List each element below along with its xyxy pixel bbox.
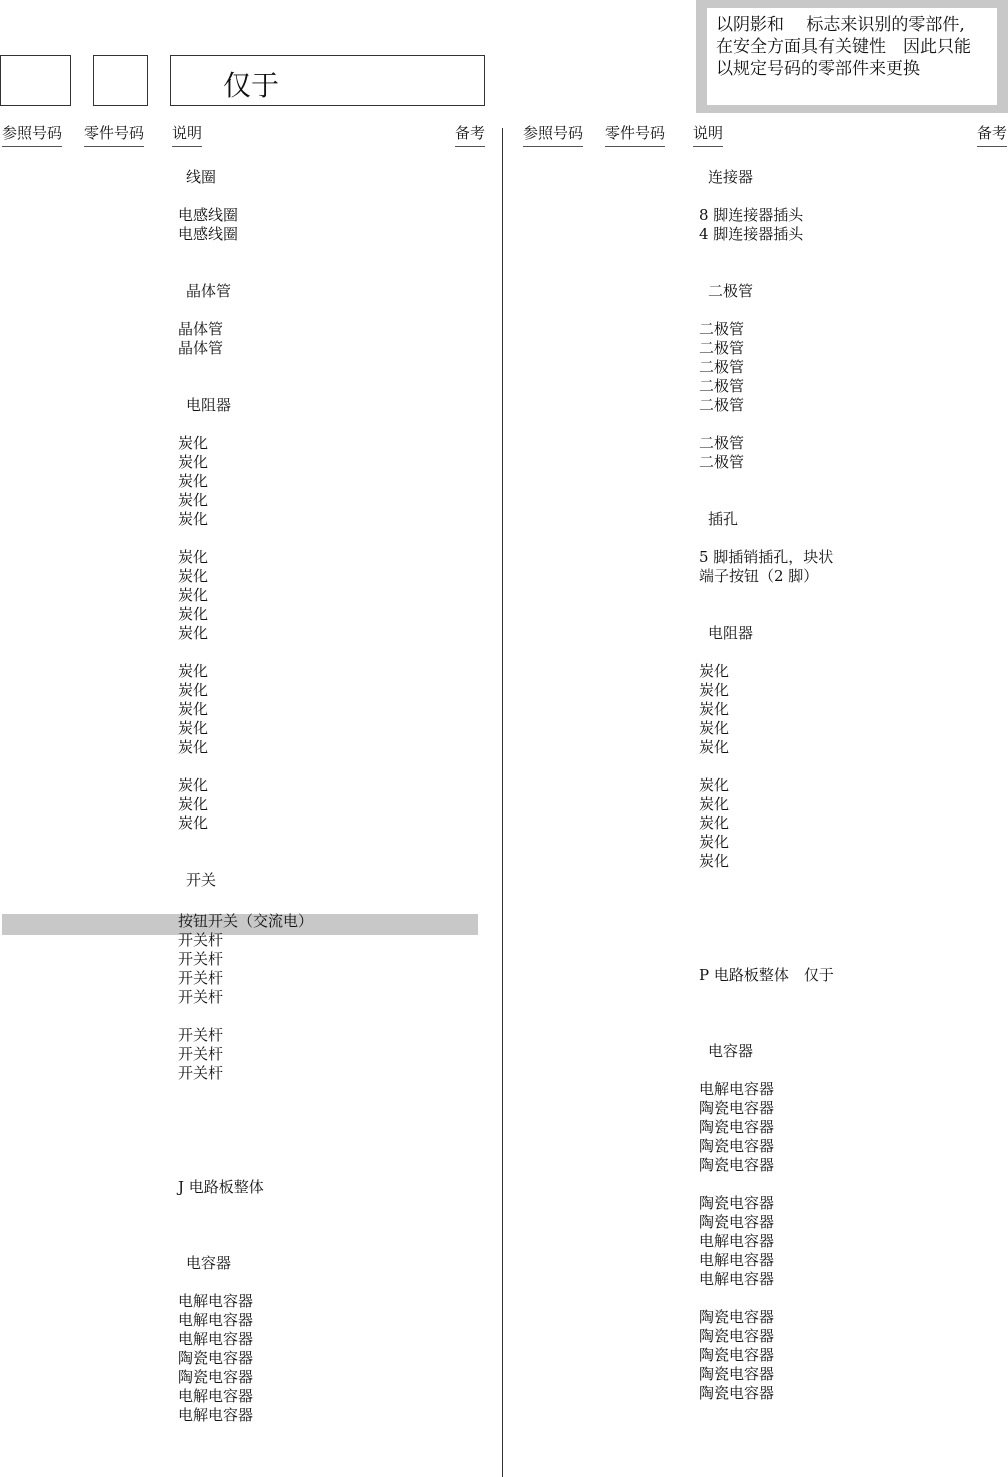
right-list-item: 炭化 [699, 776, 730, 794]
left-list-item: 电阻器 [186, 396, 232, 414]
left-list-item: 电感线圈 [178, 206, 239, 224]
col-header-part-right: 零件号码 [605, 122, 665, 147]
ref-box-1 [0, 55, 71, 106]
left-list-item: 陶瓷电容器 [178, 1349, 254, 1367]
left-list-item: 炭化 [178, 700, 209, 718]
left-list-item: 炭化 [178, 624, 209, 642]
right-list-item: 炭化 [699, 681, 730, 699]
safety-notice [696, 0, 1008, 113]
right-list-item: 电解电容器 [699, 1232, 775, 1250]
left-list-item: 炭化 [178, 662, 209, 680]
left-list-item: 线圈 [186, 168, 217, 186]
left-list-item: J 电路板整体 [178, 1178, 264, 1196]
left-list-item: 开关杆 [178, 931, 224, 949]
left-list-item: 开关杆 [178, 1064, 224, 1082]
left-list-item: 炭化 [178, 434, 209, 452]
right-list-item: 插孔 [708, 510, 739, 528]
col-header-desc-left: 说明 [172, 122, 202, 147]
left-list-item: 晶体管 [178, 339, 224, 357]
left-list-item: 炭化 [178, 472, 209, 490]
right-list-item: 电解电容器 [699, 1270, 775, 1288]
left-list-item: 电解电容器 [178, 1387, 254, 1405]
left-list-item: 炭化 [178, 586, 209, 604]
right-list-item: 陶瓷电容器 [699, 1213, 775, 1231]
left-list-item: 炭化 [178, 567, 209, 585]
right-list-item: 二极管 [708, 282, 754, 300]
right-list-item: 陶瓷电容器 [699, 1137, 775, 1155]
col-header-desc-right: 说明 [693, 122, 723, 147]
left-list-item: 电解电容器 [178, 1406, 254, 1424]
left-list-item: 炭化 [178, 491, 209, 509]
right-list-item: 二极管 [699, 377, 745, 395]
left-list-item: 电解电容器 [178, 1311, 254, 1329]
right-list-item: 陶瓷电容器 [699, 1099, 775, 1117]
notice-line-3: 以规定号码的零部件来更换 [716, 59, 920, 79]
right-list-item: 炭化 [699, 852, 730, 870]
right-list-item: 二极管 [699, 396, 745, 414]
right-list-item: 陶瓷电容器 [699, 1346, 775, 1364]
left-list-item: 晶体管 [186, 282, 232, 300]
col-header-ref-left: 参照号码 [2, 122, 62, 147]
right-list-item: 炭化 [699, 738, 730, 756]
right-list-item: 陶瓷电容器 [699, 1308, 775, 1326]
left-list-item: 开关杆 [178, 1045, 224, 1063]
right-list-item: 陶瓷电容器 [699, 1118, 775, 1136]
left-list-item: 晶体管 [178, 320, 224, 338]
left-list-item: 开关杆 [178, 1026, 224, 1044]
right-list-item: 陶瓷电容器 [699, 1327, 775, 1345]
left-list-item: 炭化 [178, 814, 209, 832]
left-list-item: 开关杆 [178, 950, 224, 968]
right-list-item: 二极管 [699, 320, 745, 338]
right-list-item: 二极管 [699, 339, 745, 357]
left-list-item: 炭化 [178, 776, 209, 794]
right-list-item: 4 脚连接器插头 [699, 225, 804, 243]
right-list-item: 二极管 [699, 453, 745, 471]
left-list-item: 陶瓷电容器 [178, 1368, 254, 1386]
right-list-item: 炭化 [699, 719, 730, 737]
right-list-item: 连接器 [708, 168, 754, 186]
right-list-item: 电解电容器 [699, 1251, 775, 1269]
left-list-item: 电解电容器 [178, 1330, 254, 1348]
right-list-item: 电解电容器 [699, 1080, 775, 1098]
left-list-item: 炭化 [178, 548, 209, 566]
right-list-item: 陶瓷电容器 [699, 1156, 775, 1174]
left-list-item: 炭化 [178, 453, 209, 471]
right-list-item: 二极管 [699, 358, 745, 376]
right-list-item: P 电路板整体 仅于 [699, 966, 834, 984]
left-list-item: 电解电容器 [178, 1292, 254, 1310]
ref-box-2 [93, 55, 148, 106]
right-list-item: 5 脚插销插孔，块状 [699, 548, 834, 566]
right-list-item: 陶瓷电容器 [699, 1384, 775, 1402]
left-list-item: 开关杆 [178, 969, 224, 987]
right-list-item: 陶瓷电容器 [699, 1194, 775, 1212]
right-list-item: 炭化 [699, 833, 730, 851]
right-list-item: 炭化 [699, 795, 730, 813]
col-header-note-left: 备考 [455, 122, 485, 147]
left-list-item: 电感线圈 [178, 225, 239, 243]
left-list-item: 炭化 [178, 510, 209, 528]
notice-line-1: 以阴影和 标志来识别的零部件, [716, 15, 965, 35]
left-list-item: 电容器 [186, 1254, 232, 1272]
left-list-item: 炭化 [178, 719, 209, 737]
column-divider [502, 128, 503, 1477]
left-list-item: 炭化 [178, 795, 209, 813]
col-header-part-left: 零件号码 [84, 122, 144, 147]
right-list-item: 电容器 [708, 1042, 754, 1060]
col-header-ref-right: 参照号码 [523, 122, 583, 147]
right-list-item: 电阻器 [708, 624, 754, 642]
left-list-item: 炭化 [178, 738, 209, 756]
col-header-note-right: 备考 [977, 122, 1007, 147]
title-box [170, 55, 485, 106]
right-list-item: 二极管 [699, 434, 745, 452]
left-list-item: 炭化 [178, 681, 209, 699]
right-list-item: 陶瓷电容器 [699, 1365, 775, 1383]
right-list-item: 炭化 [699, 662, 730, 680]
left-list-item: 炭化 [178, 605, 209, 623]
notice-line-2: 在安全方面具有关键性 因此只能 [716, 37, 971, 57]
left-list-item: 开关杆 [178, 988, 224, 1006]
page-title: 仅于 [223, 69, 280, 102]
right-list-item: 炭化 [699, 814, 730, 832]
right-list-item: 端子按钮（2 脚） [699, 567, 819, 585]
left-list-item: 按钮开关（交流电） [178, 912, 314, 930]
right-list-item: 8 脚连接器插头 [699, 206, 804, 224]
right-list-item: 炭化 [699, 700, 730, 718]
left-list-item: 开关 [186, 871, 217, 889]
